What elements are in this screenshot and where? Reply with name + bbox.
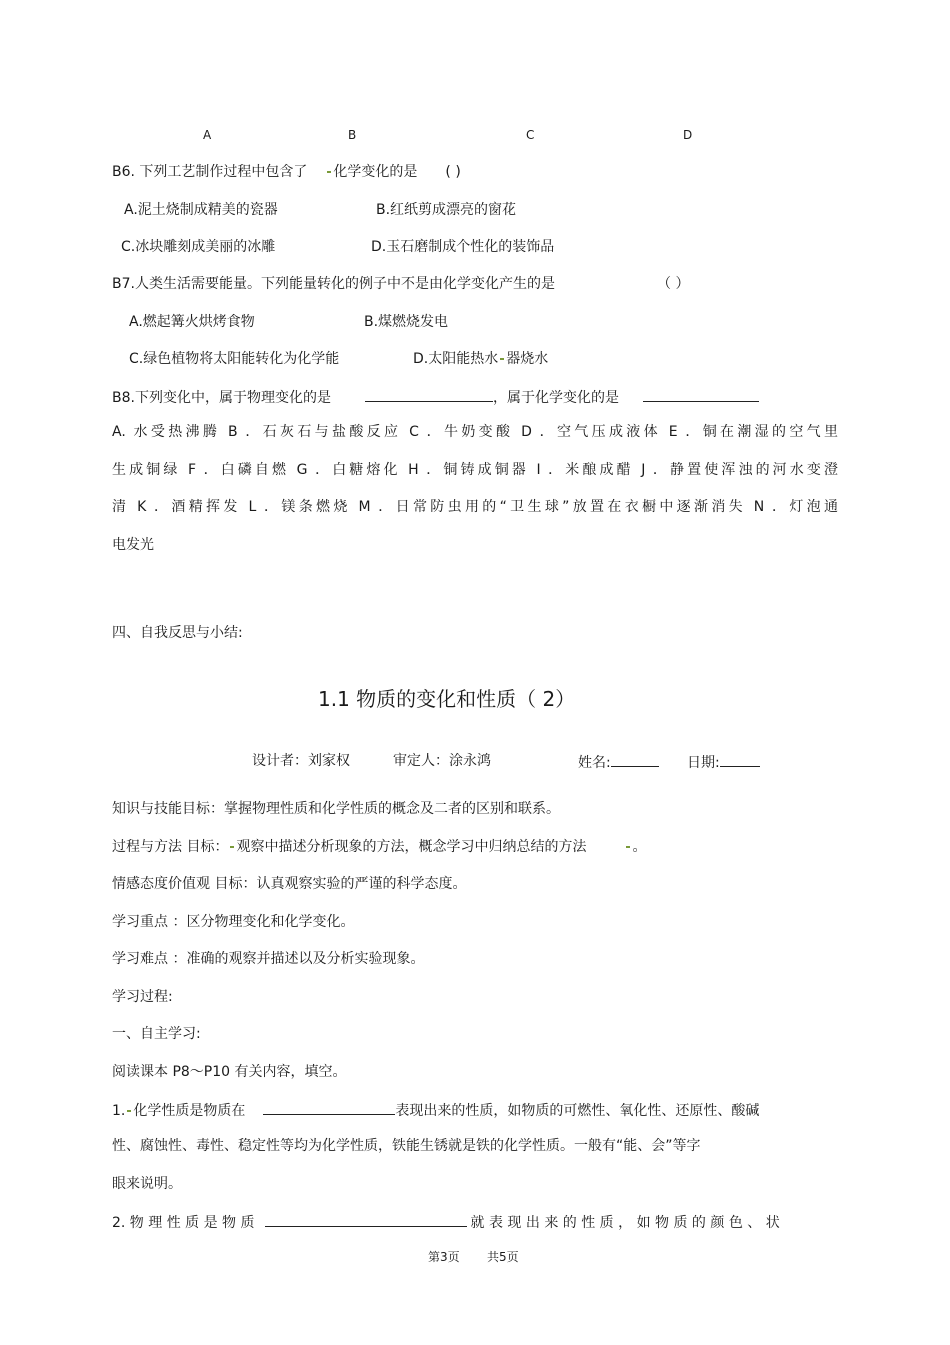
option-b7-b: B.煤燃烧发电 xyxy=(364,314,449,330)
image-label-a: A xyxy=(203,128,212,142)
section-heading-self-study: 一、自主学习: xyxy=(112,1026,201,1042)
option-b6-d: D.玉石磨制成个性化的装饰品 xyxy=(371,239,555,255)
image-label-d: D xyxy=(683,128,693,142)
goal-process-label: 过程与方法 目标： xyxy=(112,839,229,855)
answer-blank[interactable] xyxy=(365,387,493,402)
annotation-mark xyxy=(500,358,504,360)
question-b6-text-pre: B6. 下列工艺制作过程中包含了 xyxy=(112,164,308,180)
option-b7-d-post: 器烧水 xyxy=(506,351,549,367)
goal-process-text: 观察中描述分析现象的方法，概念学习中归纳总结的方法 xyxy=(236,839,587,855)
learning-process-label: 学习过程: xyxy=(112,989,173,1005)
designer: 设计者：刘家权 xyxy=(252,753,350,769)
question-2 xyxy=(112,1212,780,1232)
answer-paren: ( ) xyxy=(445,164,461,180)
question-b8-options-line4: 电发光 xyxy=(112,537,154,553)
option-b6-c: C.冰块雕刻成美丽的冰雕 xyxy=(121,239,276,255)
name-label: 姓名: xyxy=(578,755,611,771)
question-b8 xyxy=(112,387,759,407)
question-b8-options-line3: 清 K ．酒精挥发 L ．镁条燃烧 M ．日常防虫用的“卫生球”放置在衣橱中逐渐消失 N ．灯泡通 xyxy=(112,499,838,515)
page-number: 第3页 xyxy=(428,1250,460,1264)
question-b7: B7.人类生活需要能量。下列能量转化的例子中不是由化学变化产生的是 xyxy=(112,276,555,292)
lesson-title: 1.1 物质的变化和性质（ 2） xyxy=(318,687,576,711)
goal-emotion: 情感态度价值观 目标：认真观察实验的严谨的科学态度。 xyxy=(112,876,467,892)
question-b8-options-line1: A. 水受热沸腾 B ．石灰石与盐酸反应 C ．牛奶变酸 D ．空气压成液体 E ．铜在潮湿的空气里 xyxy=(112,424,838,440)
question-1 xyxy=(112,1100,759,1120)
option-b7-a: A.燃起篝火烘烤食物 xyxy=(129,314,255,330)
question-1-line3: 眼来说明。 xyxy=(112,1176,182,1192)
name-field xyxy=(578,752,659,772)
question-1-num: 1. xyxy=(112,1103,126,1119)
section-heading-reflection: 四、自我反思与小结: xyxy=(112,625,243,641)
goal-process-end: 。 xyxy=(632,839,647,855)
question-b8-mid: ，属于化学变化的是 xyxy=(492,390,619,406)
reviewer: 审定人：涂永鸿 xyxy=(393,753,491,769)
learning-focus: 学习重点 ：区分物理变化和化学变化。 xyxy=(112,914,355,930)
option-b7-c: C.绿色植物将太阳能转化为化学能 xyxy=(129,351,340,367)
image-label-b: B xyxy=(348,128,357,142)
answer-blank[interactable] xyxy=(643,387,759,402)
question-b6-text-post: 化学变化的是 xyxy=(333,164,418,180)
question-1-pre: 化学性质是物质在 xyxy=(133,1103,246,1119)
page-total: 共5页 xyxy=(487,1250,519,1264)
option-b7-d xyxy=(413,350,548,368)
answer-paren: （ ） xyxy=(657,276,690,292)
date-label: 日期: xyxy=(687,755,720,771)
goal-knowledge: 知识与技能目标：掌握物理性质和化学性质的概念及二者的区别和联系。 xyxy=(112,801,560,817)
answer-blank[interactable] xyxy=(263,1100,395,1115)
image-label-c: C xyxy=(526,128,535,142)
answer-blank[interactable] xyxy=(265,1212,467,1227)
annotation-mark xyxy=(327,171,331,173)
question-b6 xyxy=(112,163,461,181)
learning-difficulty: 学习难点 ：准确的观察并描述以及分析实验现象。 xyxy=(112,951,425,967)
goal-process xyxy=(112,838,646,856)
annotation-mark xyxy=(127,1110,131,1112)
name-blank[interactable] xyxy=(611,752,659,767)
annotation-mark xyxy=(230,846,234,848)
date-blank[interactable] xyxy=(720,752,760,767)
question-1-line2: 性、腐蚀性、毒性、稳定性等均为化学性质，铁能生锈就是铁的化学性质。一般有“能、会”等字 xyxy=(112,1138,701,1154)
question-1-post: 表现出来的性质，如物质的可燃性、氧化性、还原性、酸碱 xyxy=(395,1103,760,1119)
option-b7-d-pre: D.太阳能热水 xyxy=(413,351,499,367)
question-2-pre: 2. 物 理 性 质 是 物 质 xyxy=(112,1215,255,1231)
option-b6-b: B.红纸剪成漂亮的窗花 xyxy=(376,202,517,218)
question-2-post: 就 表 现 出 来 的 性 质 ， 如 物 质 的 颜 色 、 状 xyxy=(470,1215,780,1231)
date-field xyxy=(687,752,760,772)
annotation-mark xyxy=(626,846,630,848)
reading-instruction: 阅读课本 P8～P10 有关内容，填空。 xyxy=(112,1064,347,1080)
option-b6-a: A.泥土烧制成精美的瓷器 xyxy=(124,202,278,218)
question-b8-options-line2: 生成铜绿 F ．白磷自燃 G ．白糖熔化 H ．铜铸成铜器 I ．米酿成醋 J ．静置使浑浊的河水变澄 xyxy=(112,462,838,478)
question-b8-pre: B8.下列变化中，属于物理变化的是 xyxy=(112,390,331,406)
